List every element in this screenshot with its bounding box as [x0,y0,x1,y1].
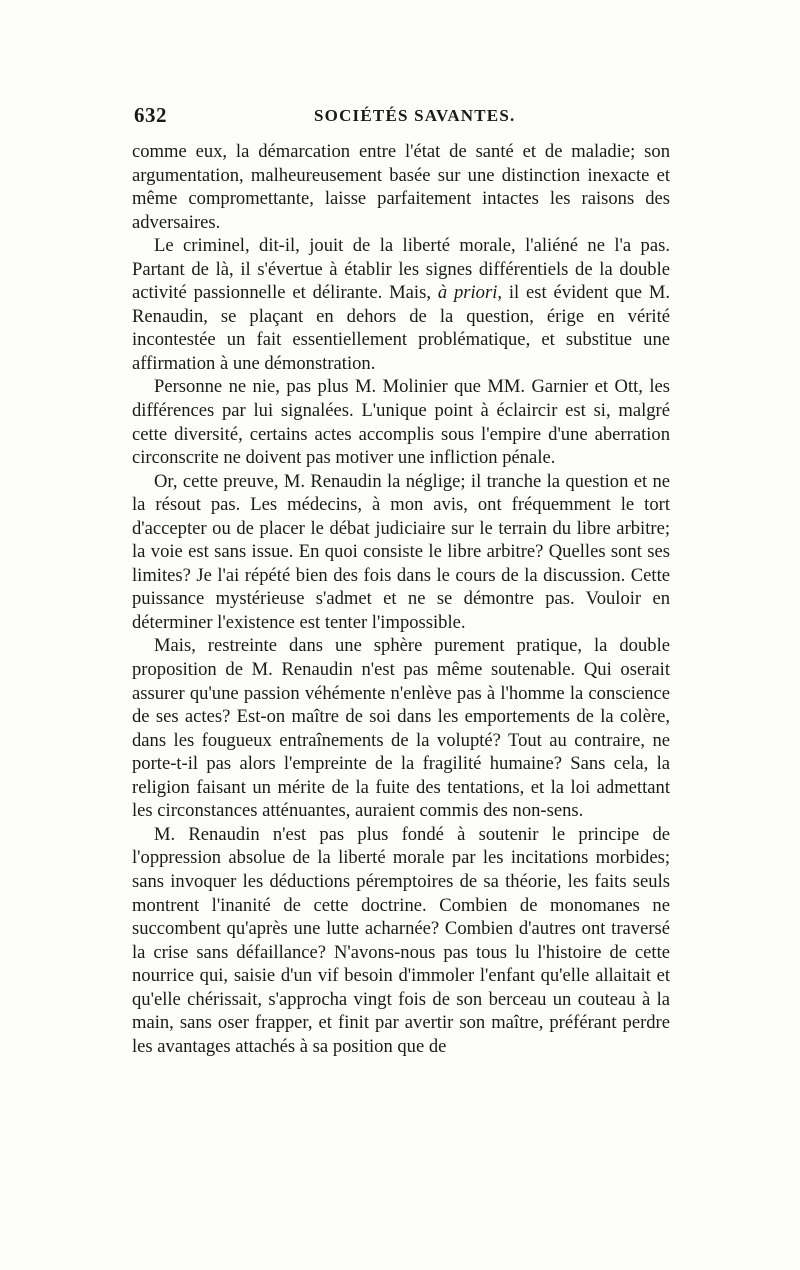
running-title: SOCIÉTÉS SAVANTES. [314,106,516,125]
paragraph: Mais, restreinte dans une sphère purement pratique, la double proposition de M. Renaudin n'est pas même soutenable. Qui oserait assurer qu'une passion véhémente n'enlève pas à l'homme la conscience de ses actes? Est-on maître de soi dans les emportements de la colère, dans les fougueux entraînements de la volupté? Tout au contraire, ne porte-t-il pas alors l'empreinte de la fragilité humaine? Sans cela, la religion faisant un mérite de la fuite des tentations, et la loi admettant les circonstances atténuantes, auraient commis des non-sens. [132,635,670,822]
emphasis: à priori [437,282,498,304]
body-text [132,140,670,1058]
paragraph: Le criminel, dit-il, jouit de la liberté morale, l'aliéné ne l'a pas. Partant de là, il s'évertue à établir les signes différentiels de la double activité passionnelle et délirante. Mais, à priori, il est évident que M. Renaudin, se plaçant en dehors de la question, érige en vérité incontestée un fait essentiellement problématique, et substitue une affirmation à une démonstration. [132,235,671,374]
page-header [132,103,670,133]
paragraph: M. Renaudin n'est pas plus fondé à soutenir le principe de l'oppression absolue de la liberté morale par les incitations morbides; sans invoquer les déductions péremptoires de sa théorie, les faits seuls montrent l'inanité de cette doctrine. Combien de monomanes ne succombent qu'après une lutte acharnée? Combien d'autres ont traversé la crise sans défaillance? N'avons-nous pas tous lu l'histoire de cette nourrice qui, saisie d'un vif besoin d'immoler l'enfant qu'elle allaitait et qu'elle chérissait, s'approcha vingt fois de son berceau un couteau à la main, sans oser frapper, et finit par avertir son maître, préférant perdre les avantages attachés à sa position que de [132,823,670,1057]
paragraph: Or, cette preuve, M. Renaudin la néglige; il tranche la question et ne la résout pas. Les médecins, à mon avis, ont fréquemment le tort d'accepter ou de placer le débat judiciaire sur le terrain du libre arbitre; la voie est sans issue. En quoi consiste le libre arbitre? Quelles sont ses limites? Je l'ai répété bien des fois dans le cours de la discussion. Cette puissance mystérieuse s'admet et ne se démontre pas. Vouloir en déterminer l'existence est tenter l'impossible. [132,470,670,633]
paragraph: Personne ne nie, pas plus M. Molinier que MM. Garnier et Ott, les différences par lui signalées. L'unique point à éclaircir est si, malgré cette diversité, certains actes accomplis sous l'empire d'une aberration circonscrite ne doivent pas motiver une infliction pénale. [132,376,670,469]
paragraph: comme eux, la démarcation entre l'état de santé et de maladie; son argumentation, malheureusement basée sur une distinction inexacte et même compromettante, laisse parfaitement intactes les raisons des adversaires. [132,141,670,233]
page-number: 632 [134,103,167,127]
